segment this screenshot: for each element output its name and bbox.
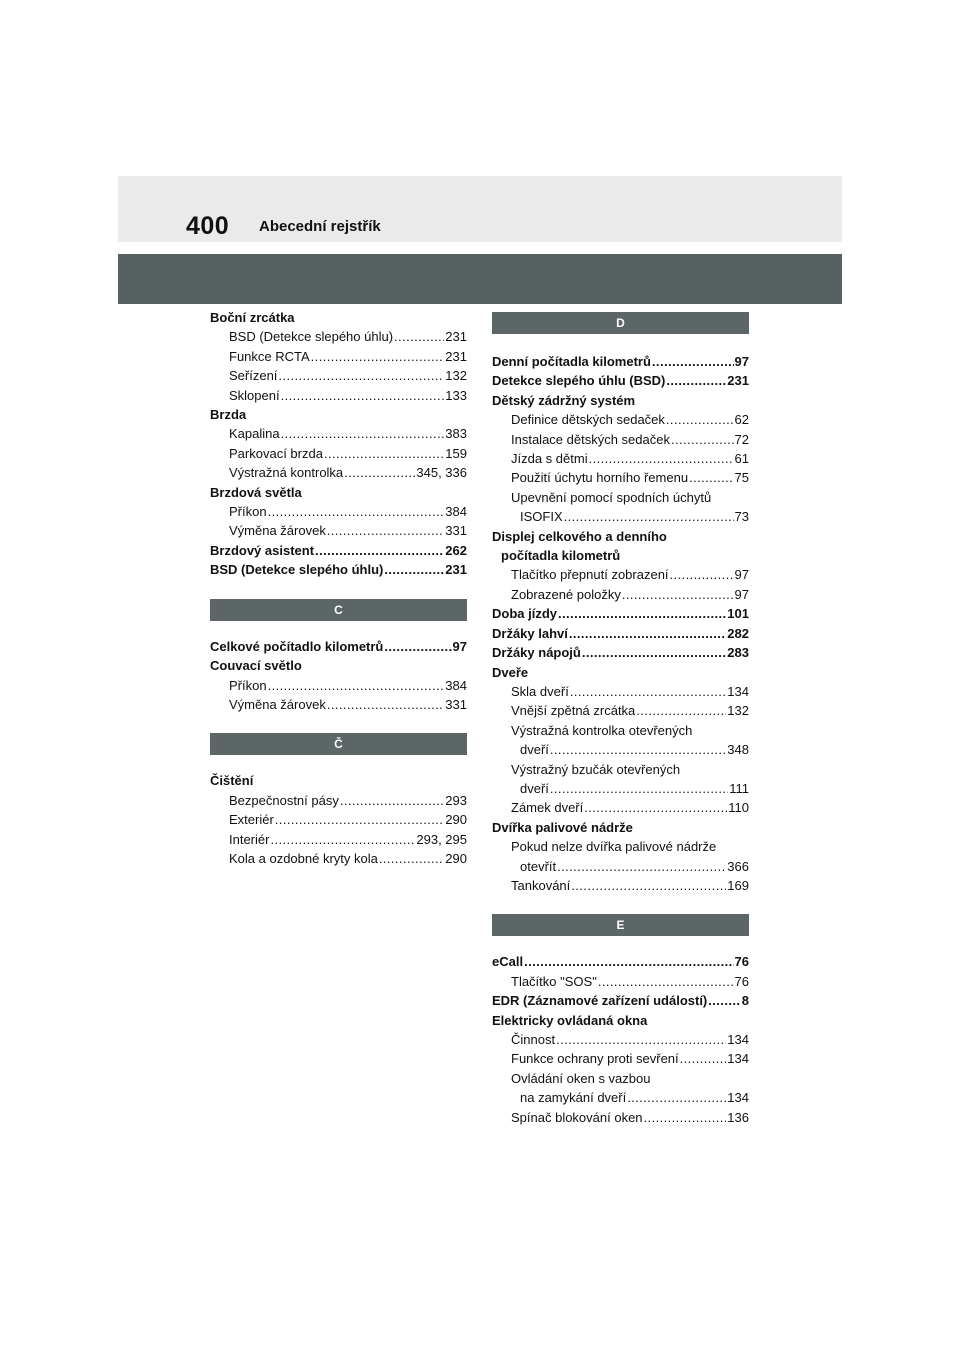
index-entry-text: Výstražný bzučák otevřených <box>511 761 681 777</box>
index-entry[interactable]: EDR (Záznamové zařízení událostí) ..... 8 <box>492 991 749 1010</box>
index-entry[interactable]: Tlačítko přepnutí zobrazení ..... 97 <box>492 565 749 584</box>
page-number: 400 <box>186 212 230 240</box>
index-entry-text: Výstražná kontrolka otevřených <box>511 722 693 738</box>
index-column-left <box>210 308 467 868</box>
index-entry-text: Upevnění pomocí spodních úchytů <box>511 489 712 505</box>
index-entry[interactable]: Exteriér ..... 290 <box>210 810 467 829</box>
index-entry[interactable]: Skla dveří ..... 134 <box>492 682 749 701</box>
index-entry[interactable]: Držáky lahví ..... 282 <box>492 624 749 643</box>
index-entry[interactable]: Bezpečnostní pásy ..... 293 <box>210 791 467 810</box>
index-entry-text: Pokud nelze dvířka palivové nádrže <box>511 839 717 855</box>
letter-heading-d: D <box>492 312 749 334</box>
index-entry[interactable]: Seřízení ..... 132 <box>210 366 467 385</box>
index-entry[interactable]: Držáky nápojů ..... 283 <box>492 643 749 662</box>
index-entry[interactable]: Parkovací brzda ..... 159 <box>210 444 467 463</box>
index-entry[interactable]: Vnější zpětná zrcátka ..... 132 <box>492 701 749 720</box>
index-entry[interactable]: Zobrazené položky ..... 97 <box>492 585 749 604</box>
index-entry[interactable]: Příkon ..... 384 <box>210 502 467 521</box>
index-entry[interactable]: Tlačítko "SOS" ..... 76 <box>492 972 749 991</box>
index-entry[interactable]: dveří ..... 348 <box>492 740 749 759</box>
index-group <box>210 483 467 541</box>
index-entry[interactable]: Kola a ozdobné kryty kola ..... 290 <box>210 849 467 868</box>
group-title: Dětský zádržný systém <box>492 392 636 408</box>
letter-heading-c: C <box>210 599 467 621</box>
index-entry[interactable]: ISOFIX ..... 73 <box>492 507 749 526</box>
index-entry[interactable]: eCall ..... 76 <box>492 952 749 971</box>
group-title: Boční zrcátka <box>210 310 295 325</box>
letter-heading-cc: Č <box>210 733 467 755</box>
group-title: Displej celkového a denního <box>492 528 667 544</box>
header-dark-band <box>118 254 842 304</box>
group-title: Elektricky ovládaná okna <box>492 1012 648 1028</box>
group-title: Dvířka palivové nádrže <box>492 819 633 835</box>
index-entry[interactable]: Příkon ..... 384 <box>210 676 467 695</box>
index-entry[interactable]: Sklopení ..... 133 <box>210 386 467 405</box>
index-entry[interactable]: Interiér ..... 293, 295 <box>210 830 467 849</box>
index-entry[interactable]: dveří ..... 111 <box>492 779 749 798</box>
index-entry[interactable]: Denní počítadla kilometrů ..... 97 <box>492 352 749 371</box>
index-entry[interactable]: Výstražná kontrolka ..... 345, 336 <box>210 463 467 482</box>
group-title: Dveře <box>492 664 529 680</box>
letter-heading-e: E <box>492 914 749 936</box>
index-entry[interactable]: Celkové počítadlo kilometrů ..... 97 <box>210 637 467 656</box>
index-entry[interactable]: Kapalina ..... 383 <box>210 424 467 443</box>
group-title-cont: počítadla kilometrů <box>501 548 621 564</box>
index-group <box>210 405 467 483</box>
index-entry[interactable]: Tankování ..... 169 <box>492 876 749 895</box>
index-entry[interactable]: Jízda s dětmi ..... 61 <box>492 449 749 468</box>
index-entry[interactable]: Detekce slepého úhlu (BSD) ..... 231 <box>492 371 749 390</box>
group-title: Couvací světlo <box>210 658 302 674</box>
index-entry[interactable]: otevřít ..... 366 <box>492 857 749 876</box>
index-entry[interactable]: Použití úchytu horního řemenu ..... 75 <box>492 468 749 487</box>
index-entry[interactable]: BSD (Detekce slepého úhlu) ..... 231 <box>210 560 467 579</box>
index-entry[interactable]: Definice dětských sedaček ..... 62 <box>492 410 749 429</box>
index-entry[interactable]: Doba jízdy ..... 101 <box>492 604 749 623</box>
index-entry[interactable]: Funkce ochrany proti sevření ..... 134 <box>492 1049 749 1068</box>
index-entry-text: Ovládání oken s vazbou <box>511 1070 651 1086</box>
index-entry[interactable]: Brzdový asistent ..... 262 <box>210 541 467 560</box>
group-title: Čištění <box>210 773 254 789</box>
index-entry[interactable]: Funkce RCTA ..... 231 <box>210 347 467 366</box>
index-entry[interactable]: Činnost ..... 134 <box>492 1030 749 1049</box>
index-entry[interactable]: Spínač blokování oken ..... 136 <box>492 1108 749 1127</box>
group-title: Brzdová světla <box>210 484 302 500</box>
group-title: Brzda <box>210 407 247 423</box>
index-group <box>210 308 467 405</box>
index-entry[interactable]: BSD (Detekce slepého úhlu) ..... 231 <box>210 327 467 346</box>
index-entry[interactable]: Instalace dětských sedaček ..... 72 <box>492 430 749 449</box>
index-entry[interactable]: na zamykání dveří ..... 134 <box>492 1088 749 1107</box>
section-title: Abecední rejstřík <box>259 218 381 235</box>
index-entry[interactable]: Výměna žárovek ..... 331 <box>210 695 467 714</box>
index-column-right <box>492 312 749 1127</box>
index-entry[interactable]: Zámek dveří ..... 110 <box>492 798 749 817</box>
index-entry[interactable]: Výměna žárovek ..... 331 <box>210 521 467 540</box>
